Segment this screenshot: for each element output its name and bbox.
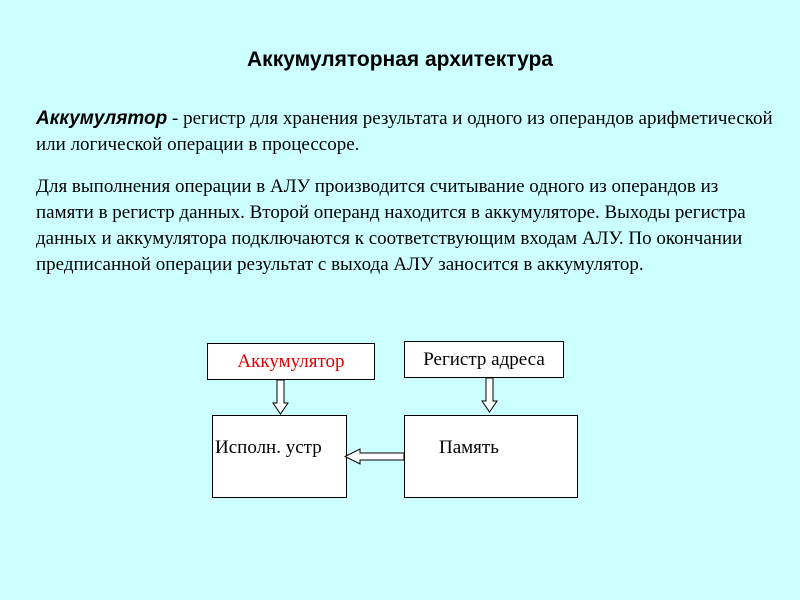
accumulator-definition-text: - регистр для хранения результата и одного из операндов арифметической или логической операции в процессоре.: [36, 108, 773, 155]
arrow-register-to-memory: [482, 378, 497, 412]
operation-description: Для выполнения операции в АЛУ производится считывание одного из операндов из памяти в регистр данных. Второй операнд находится в аккумуляторе. Выходы регистра данных и аккумулятора подключаются к соответствующим входам АЛУ. По окончании предписанной операции результат с выхода АЛУ заносится в аккумулятор.: [36, 176, 746, 275]
accumulator-term: Аккумулятор: [36, 108, 168, 129]
slide-title: Аккумуляторная архитектура: [247, 48, 553, 71]
executor-label: Исполн. устр: [215, 437, 322, 458]
address-register-label: Регистр адреса: [423, 348, 545, 370]
arrow-accumulator-to-executor: [273, 380, 288, 414]
arrow-memory-to-executor: [345, 449, 404, 464]
memory-label: Память: [439, 437, 499, 458]
accumulator-label: Аккумулятор: [237, 350, 345, 372]
